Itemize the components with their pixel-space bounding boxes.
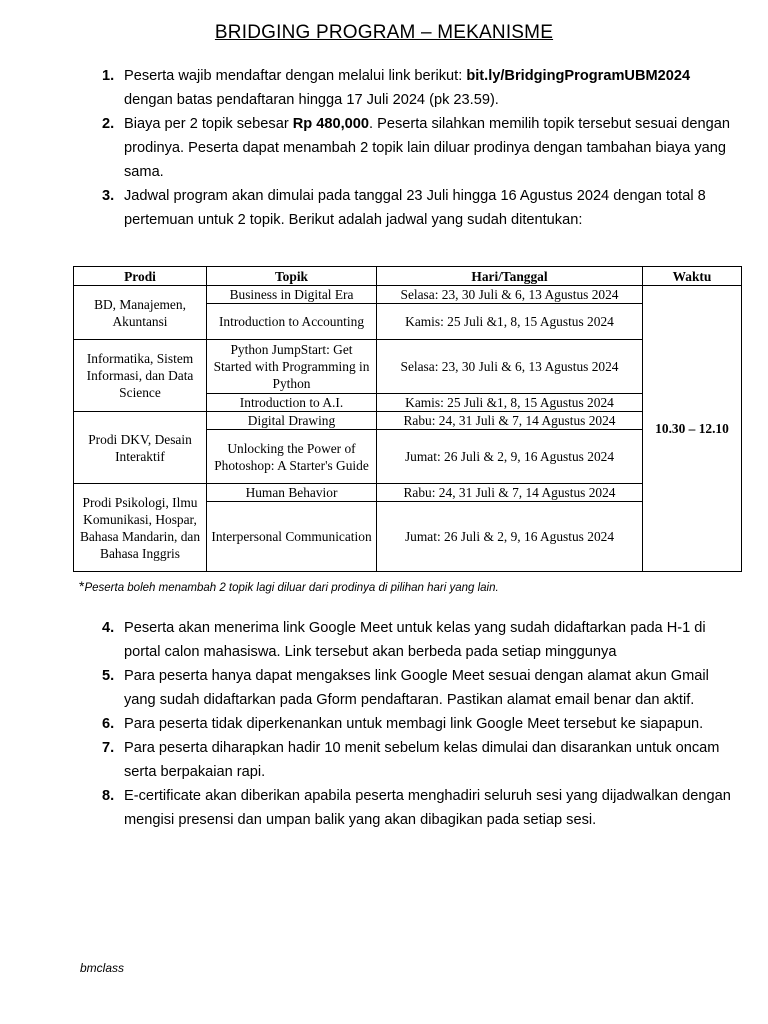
step-text: dengan batas pendaftaran hingga 17 Juli 2024 (pk 23.59). <box>124 92 499 108</box>
step-item <box>96 712 736 736</box>
header-prodi: Prodi <box>74 267 207 286</box>
table-row <box>74 412 742 430</box>
registration-link[interactable]: bit.ly/BridgingProgramUBM2024 <box>466 68 691 84</box>
prodi-cell: BD, Manajemen, Akuntansi <box>74 286 207 340</box>
step-item <box>96 64 736 112</box>
step-number: 5. <box>102 668 115 684</box>
table-header-row <box>74 267 742 286</box>
step-text: Peserta akan menerima link Google Meet untuk kelas yang sudah didaftarkan pada H-1 di portal calon mahasiswa. Link tersebut akan berbeda pada setiap minggunya <box>124 620 706 660</box>
step-text: Para peserta hanya dapat mengakses link Google Meet sesuai dengan alamat akun Gmail yang sudah didaftarkan pada Gform pendaftaran. Pastikan alamat email benar dan aktif. <box>124 668 709 708</box>
table-row <box>74 484 742 502</box>
step-number: 4. <box>102 620 115 636</box>
table-row <box>74 286 742 304</box>
header-waktu: Waktu <box>643 267 742 286</box>
header-tanggal: Hari/Tanggal <box>377 267 643 286</box>
step-number: 8. <box>102 788 115 804</box>
waktu-cell: 10.30 – 12.10 <box>643 286 742 572</box>
topik-cell: Digital Drawing <box>207 412 377 430</box>
step-number: 7. <box>102 740 115 756</box>
step-item <box>96 112 736 184</box>
footnote-asterisk: * <box>79 578 85 594</box>
step-text: Para peserta diharapkan hadir 10 menit sebelum kelas dimulai dan disarankan untuk oncam serta berpakaian rapi. <box>124 740 720 780</box>
topik-cell: Unlocking the Power of Photoshop: A Starter's Guide <box>207 430 377 484</box>
topik-cell: Introduction to Accounting <box>207 304 377 340</box>
step-text: Para peserta tidak diperkenankan untuk membagi link Google Meet tersebut ke siapapun. <box>124 716 704 732</box>
step-text: E-certificate akan diberikan apabila peserta menghadiri seluruh sesi yang dijadwalkan dengan mengisi presensi dan umpan balik yang akan dibagikan pada setiap sesi. <box>124 788 731 828</box>
topik-cell: Introduction to A.I. <box>207 394 377 412</box>
tanggal-cell: Selasa: 23, 30 Juli & 6, 13 Agustus 2024 <box>377 286 643 304</box>
header-topik: Topik <box>207 267 377 286</box>
topik-cell: Business in Digital Era <box>207 286 377 304</box>
footer-label: bmclass <box>80 961 125 975</box>
tanggal-cell: Kamis: 25 Juli &1, 8, 15 Agustus 2024 <box>377 304 643 340</box>
step-item <box>96 784 736 832</box>
prodi-cell: Prodi Psikologi, Ilmu Komunikasi, Hospar, Bahasa Mandarin, dan Bahasa Inggris <box>74 484 207 572</box>
tanggal-cell: Selasa: 23, 30 Juli & 6, 13 Agustus 2024 <box>377 340 643 394</box>
table-row <box>74 340 742 394</box>
step-number: 3. <box>102 188 115 204</box>
step-text: Jadwal program akan dimulai pada tanggal 23 Juli hingga 16 Agustus 2024 dengan total 8 pertemuan untuk 2 topik. Berikut adalah jadwal yang sudah ditentukan: <box>124 188 706 228</box>
topik-cell: Human Behavior <box>207 484 377 502</box>
tanggal-cell: Kamis: 25 Juli &1, 8, 15 Agustus 2024 <box>377 394 643 412</box>
schedule-table <box>73 266 742 572</box>
step-number: 1. <box>102 68 115 84</box>
tanggal-cell: Rabu: 24, 31 Juli & 7, 14 Agustus 2024 <box>377 484 643 502</box>
tanggal-cell: Jumat: 26 Juli & 2, 9, 16 Agustus 2024 <box>377 502 643 572</box>
step-item <box>96 184 736 232</box>
step-text: . Peserta silahkan memilih topik tersebut sesuai dengan prodinya. Peserta dapat menambah 2 topik lain diluar prodinya dengan tambahan biaya yang sama. <box>124 116 730 180</box>
footnote-text: Peserta boleh menambah 2 topik lagi diluar dari prodinya di pilihan hari yang lain. <box>84 582 499 594</box>
step-text: Biaya per 2 topik sebesar <box>124 116 293 132</box>
topik-cell: Python JumpStart: Get Started with Programming in Python <box>207 340 377 394</box>
step-item <box>96 664 736 712</box>
step-item <box>96 616 736 664</box>
prodi-cell: Informatika, Sistem Informasi, dan Data Science <box>74 340 207 412</box>
page-title: BRIDGING PROGRAM – MEKANISME <box>214 22 554 43</box>
steps-list-bottom <box>96 616 736 832</box>
price-text: Rp 480,000 <box>292 116 369 132</box>
tanggal-cell: Rabu: 24, 31 Juli & 7, 14 Agustus 2024 <box>377 412 643 430</box>
step-number: 2. <box>102 116 115 132</box>
step-text: Peserta wajib mendaftar dengan melalui link berikut: <box>124 68 467 84</box>
table-footnote <box>79 578 499 594</box>
prodi-cell: Prodi DKV, Desain Interaktif <box>74 412 207 484</box>
topik-cell: Interpersonal Communication <box>207 502 377 572</box>
tanggal-cell: Jumat: 26 Juli & 2, 9, 16 Agustus 2024 <box>377 430 643 484</box>
steps-list-top <box>96 64 736 232</box>
step-item <box>96 736 736 784</box>
step-number: 6. <box>102 716 115 732</box>
